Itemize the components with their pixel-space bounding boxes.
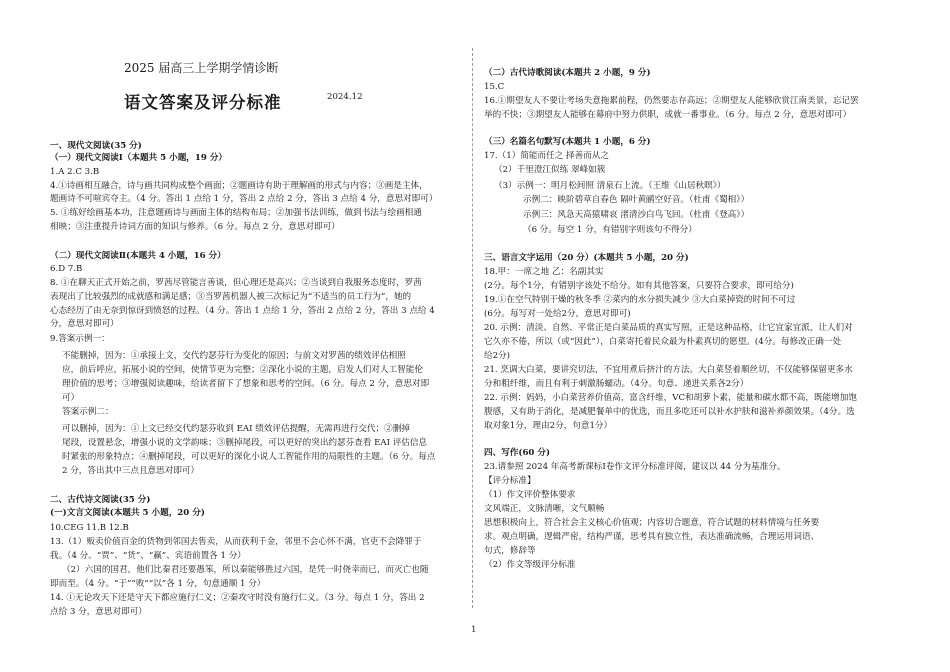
answer-line: 表现出了比较强烈的成就感和满足感；③当罗茜机器人被三次标记为“不适当的员工行为”，她的 <box>50 292 412 302</box>
answer-line: 腹感，又有助于消化，是减肥餐单中的优选，而且多吃还可以补水护肤和滋补养颜效果。（4分。选 <box>484 407 855 417</box>
answer-line: 22. 示例：妈妈，小白菜营养价值高，富含纤维，VC和胡萝卜素，能量和碳水都不高，既能增加饱 <box>484 393 857 403</box>
answer-line: （2）千里澄江似练 翠峰如簇 <box>494 165 606 175</box>
document-date: 2024.12 <box>327 92 363 102</box>
answer-line: 21. 烹调大白菜，要讲究切法，不宜用煮后挤汁的方法。大白菜竖着顺丝切，不仅能够保留更多水 <box>484 365 853 375</box>
answer-line: 我。（4 分。“贾”、“货”、“赢”、宾语前置各 1 分） <box>50 551 246 561</box>
answer-line: （2）六国的国君，他们比秦君还要愚笨，所以秦能够胜过六国，是凭一时侥幸而已，而灭亡也随 <box>62 565 429 575</box>
answer-line: （6 分。每空 1 分，有错别字则该句不得分） <box>523 225 697 235</box>
exam-title: 2025 届高三上学期学情诊断 <box>124 61 279 75</box>
answer-line: 点给 3 分，意思对即可） <box>50 607 147 617</box>
answer-line: 分，意思对即可） <box>50 319 119 329</box>
answer-line: 时紧张的形象特点；④删掉尾段，可以更好的深化小说人工智能作用的局限性的主题。（6 分。每点 <box>62 452 436 462</box>
answer-line: 6.D 7.B <box>50 264 83 274</box>
answer-line: 13.（1）贩卖价值百金的货物到邻国去售卖，从而获利千金，邻里不会心怀不满，官吏不会降罪于 <box>50 537 422 547</box>
answer-line: 示例三：风急天高猿啸哀 渚清沙白鸟飞回。（杜甫《登高》） <box>523 210 750 220</box>
answer-line: 尾段，设置悬念，增强小说的文学韵味；③删掉尾段，可以更好的突出约瑟芬查看 EAI 评估信息 <box>62 438 428 448</box>
section-heading: 四、写作(60 分) <box>484 448 551 458</box>
answer-line: 可） <box>62 393 80 403</box>
section-heading: 二、古代诗文阅读(35 分) <box>50 495 151 505</box>
answer-line: 17.（1）简能而任之 择善而从之 <box>484 151 609 161</box>
answer-line: 句式，修辞等 <box>484 546 536 556</box>
answer-line: 思想积极向上，符合社会主义核心价值观；内容切合题意，符合试题的材料情境与任务要 <box>484 518 820 528</box>
answer-line: 理价值的思考；③增强阅读趣味，给读者留下了想象和思考的空间。（6 分。每点 2 分，意思对即 <box>62 379 430 389</box>
answer-line: 20. 示例：清淡、自然、平常正是白菜品质的真实写照，正是这种品格，让它宜家宜派，让人们对 <box>484 323 853 333</box>
answer-line: 它久亦不倦，所以（或“因此”），白菜寄托着民众最为朴素真切的愿望。(4分。每修改正确一处 <box>484 337 842 347</box>
answer-line: 举的不快；③期望友人能够在幕府中努力供职，成就一番事业。（6 分。每点 2 分，意思对即可） <box>484 110 852 120</box>
answer-line: 示例二：映阶碧草自春色 隔叶黄鹂空好音。（杜甫《蜀相》） <box>523 195 750 205</box>
answer-line: 答案示例二： <box>62 407 114 417</box>
answer-line: （3）示例一：明月松间照 清泉石上流。（王维《山居秋暝》） <box>494 181 726 191</box>
answer-line: （1）作文评价整体要求 <box>484 490 576 500</box>
answer-line: 给2分) <box>484 351 511 361</box>
answer-line: 【评分标准】 <box>484 476 536 486</box>
answer-line: 14. ①无论攻天下还是守天下都应施行仁义；②秦攻守时没有施行仁义。（3 分。每点 1 分，答出 2 <box>50 593 425 603</box>
answer-line: 题画诗不可喧宾夺主。（4 分。答出 1 点给 1 分，答出 2 点给 2 分，答出 3 点给 4 分，意思对即可） <box>50 194 438 204</box>
section-heading: 一、现代文阅读(35 分) <box>50 141 142 151</box>
answer-line: 16.①期望友人不要让考场失意拖累前程，仍然要志存高远；②期望友人能够欣赏江南美景，忘记罢 <box>484 96 859 106</box>
subsection-heading: （二）现代文阅读Ⅱ(本题共 4 小题，16 分） <box>50 251 226 261</box>
answer-line: 4.①诗画相互融合，诗与画共同构成整个画面；②题画诗有助于理解画的形式与内容；③画是主体， <box>50 181 428 191</box>
answer-line: 1.A 2.C 3.B <box>50 167 100 177</box>
answer-line: 求。观点明确，逻辑严密，结构严谨，思考具有独立性，表达准确流畅，合理运用词语、 <box>484 532 820 542</box>
answer-line: 不能删掉，因为：①承接上文，交代约瑟芬行为变化的原因；与前文对罗茜的绩效评估相照 <box>62 351 406 361</box>
answer-line: (6分。每写对一处给2分，意思对即可) <box>484 309 631 319</box>
answer-line: 即而至。（4 分。“于”“败”“以”各 1 分，句意通顺 1 分） <box>50 579 266 589</box>
answer-line: 心态经历了由无奈到惊讶到愤怒的过程。（4 分。答出 1 点给 1 分，答出 2 点给 2 分，答出 3 点给 4 <box>50 306 435 316</box>
subsection-heading: (一)文言文阅读(本题共 5 小题，20 分) <box>50 508 205 518</box>
answer-line: 15.C <box>484 82 505 92</box>
answer-line: 9.答案示例一： <box>50 334 110 344</box>
answer-line: 5. ①练好绘画基本功，注意题画诗与画面主体的结构布局；②加强书法训练，做到书法与绘画相通 <box>50 208 422 218</box>
answer-line: 2 分，答出其中三点且意思对即可） <box>62 466 200 476</box>
answer-line: 10.CEG 11.B 12.B <box>50 523 129 533</box>
section-heading: 三、语言文字运用（20 分）(本题共 5 小题，20 分) <box>484 253 689 263</box>
answer-line: 分和粗纤维，而且有利于刺激肠蠕动。（4分。句意、递进关系各2分） <box>484 379 749 389</box>
answer-line: 相映；③注重提升诗词方面的知识与修养。（6 分。每点 2 分，意思对即可） <box>50 222 340 232</box>
page-number: 1 <box>471 625 477 635</box>
answer-line: (2分。每个1分，有错别字该处不给分。如有其他答案，只要符合要求，即可给分) <box>484 281 794 291</box>
answer-line: 19.①在空气特别干燥的秋冬季 ②菜内的水分损失减少 ③大白菜掉瓷的时间不可过 <box>484 295 796 305</box>
column-divider <box>472 48 473 608</box>
answer-line: 文风端正，文脉清晰，文气顺畅 <box>484 504 605 514</box>
answer-line: 取对象1分，理由2分，句意1分） <box>484 421 613 431</box>
answer-line: 8. ①在聊天正式开始之前，罗茜尽管能言善谈，但心理还是高兴；②当谈到自我服务态度时，罗茜 <box>50 278 422 288</box>
subsection-heading: （二）古代诗歌阅读(本题共 2 小题，9 分) <box>484 68 651 78</box>
document-title: 语文答案及评分标准 <box>124 93 282 112</box>
subsection-heading: （一）现代文阅读Ⅰ（本题共 5 小题，19 分） <box>50 153 228 163</box>
answer-line: 18.甲：一席之地 乙：名副其实 <box>484 267 604 277</box>
answer-line: （2）作文等级评分标准 <box>484 560 576 570</box>
subsection-heading: （三）名篇名句默写(本题共 1 小题，6 分) <box>484 137 651 147</box>
answer-line: 应，前后呼应，拓展小说的空间，使情节更为完整；②深化小说的主题，启发人们对人工智能伦 <box>62 365 423 375</box>
answer-line: 23.请参照 2024 年高考新课标Ⅰ卷作文评分标准评阅，建议以 44 分为基准分。 <box>484 462 786 472</box>
answer-line: 可以删掉，因为：①上文已经交代约瑟芬收到 EAI 绩效评估提醒，无需再进行交代；②删掉 <box>62 424 410 434</box>
